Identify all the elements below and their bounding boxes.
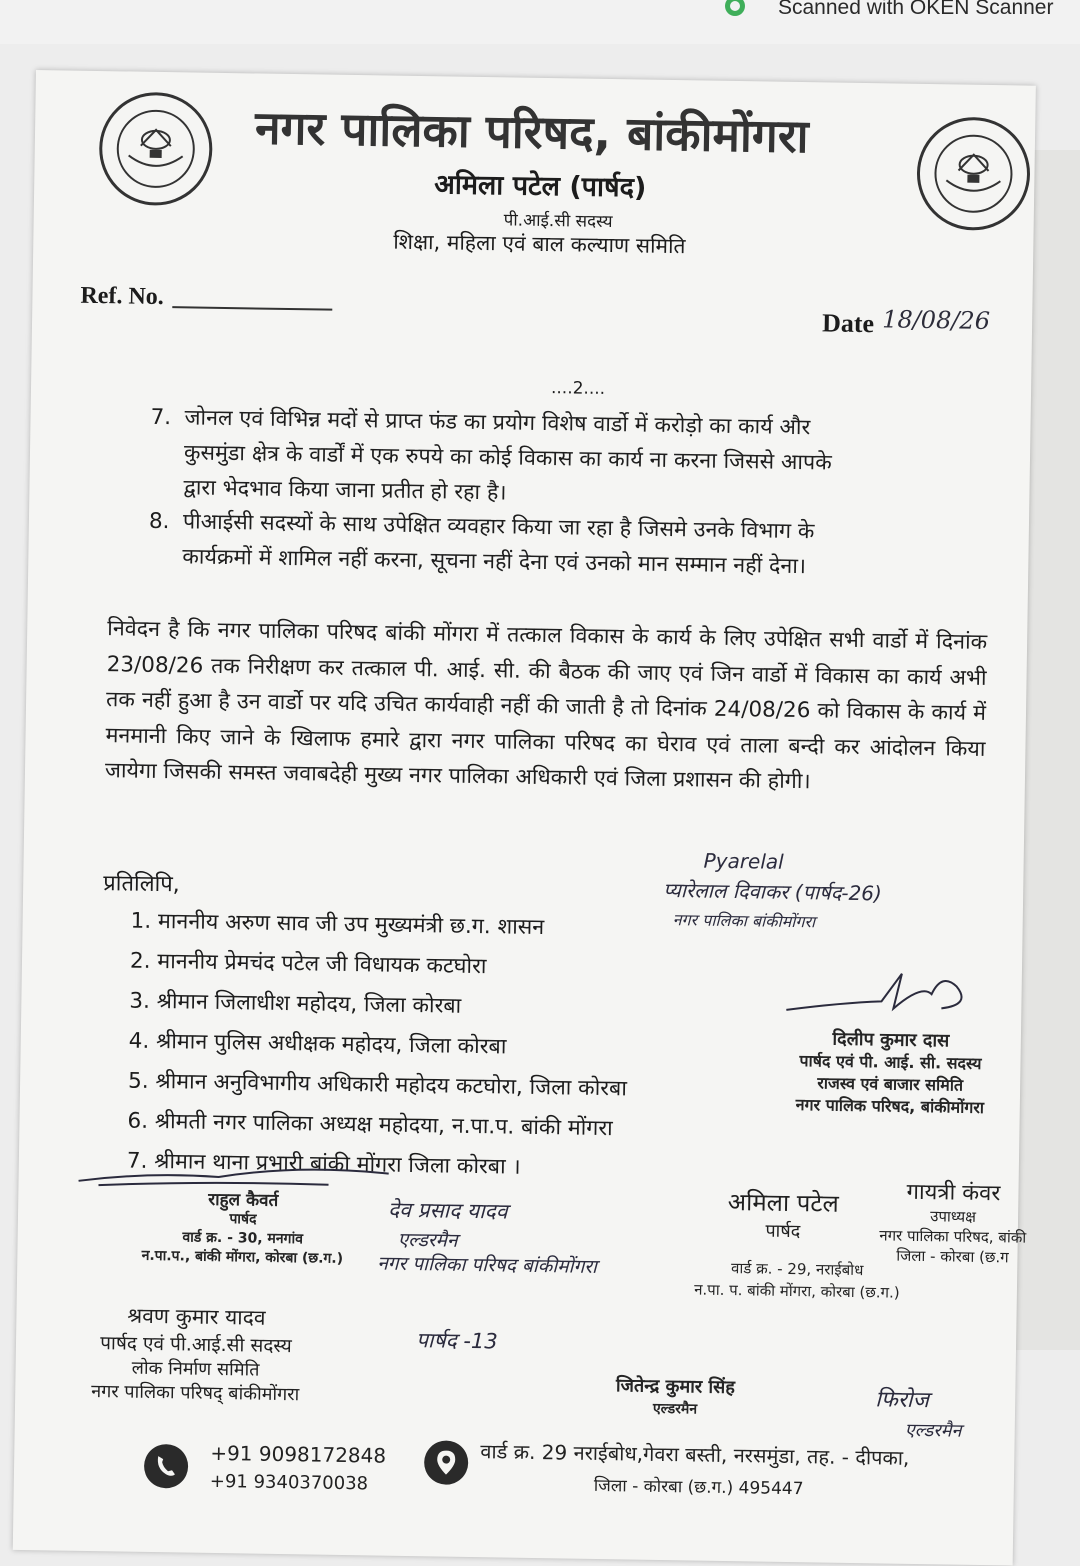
copy-item: 7. श्रीमान थाना प्रभारी बांकी मोंगरा जिला कोरबा ।: [126, 1148, 521, 1180]
stamp-line: राजस्व एवं बाजार समिति: [817, 1073, 964, 1095]
copy-item: 6. श्रीमती नगर पालिका अध्यक्ष महोदया, न.पा.प. बांकी मोंगरा: [127, 1108, 613, 1142]
address-line-1: वार्ड क्र. 29 नराईबोध,गेवरा बस्ती, नरसमुंडा, तह. - दीपका,: [480, 1439, 910, 1470]
stamp-line: नगर पालिक परिषद, बांकीमोंगरा: [795, 1095, 985, 1118]
gayatri-stamp: [877, 1175, 1028, 1267]
stamp-line: न.पा.प., बांकी मोंगरा, कोरबा (छ.ग.): [141, 1247, 344, 1267]
address-line-2: जिला - कोरबा (छ.ग.) 495447: [593, 1475, 804, 1500]
stamp-line: नगर पालिका परिषद, बांकी: [879, 1226, 1027, 1247]
rahul-signature: [68, 1151, 399, 1196]
stamp-line: पार्षद एवं पी.आई.सी सदस्य: [100, 1332, 292, 1358]
jitendra-stamp: [575, 1375, 776, 1422]
stamp-line: नगर पालिका परिषद् बांकीमोंगरा: [91, 1381, 300, 1406]
phone-1: +91 9098172848: [210, 1440, 387, 1468]
point-7: [149, 400, 981, 518]
date-value: 18/08/26: [881, 305, 991, 336]
letterhead-title: नगर पालिका परिषद, बांकीमोंगरा: [254, 100, 809, 164]
scanner-brand-text: Scanned with OKEN Scanner: [778, 0, 1054, 19]
point-8: [148, 504, 979, 587]
dev-name: देव प्रसाद यादव: [387, 1197, 508, 1224]
stamp-name: दिलीप कुमार दास: [832, 1028, 950, 1052]
oken-scanner-logo-icon: [722, 0, 748, 20]
letterhead-role: पी.आई.सी सदस्य: [503, 210, 613, 233]
stamp-line: एल्डरमैन: [652, 1400, 698, 1418]
stamp-line: पार्षद एवं पी. आई. सी. सदस्य: [799, 1051, 982, 1073]
letterhead-name: अमिला पटेल (पार्षद): [434, 169, 647, 204]
copy-item: 3. श्रीमान जिलाधीश महोदय, जिला कोरबा: [129, 988, 462, 1019]
stamp-name: राहुल कैवर्त: [208, 1189, 279, 1211]
parshad-13-note: पार्षद -13: [415, 1328, 498, 1354]
stamp-line: लोक निर्माण समिति: [131, 1357, 260, 1381]
pyarelal-org: नगर पालिका बांकीमोंगरा: [672, 910, 816, 932]
dev-role: एल्डरमैन: [397, 1228, 458, 1252]
scanner-bar: [0, 0, 1080, 44]
location-pin-icon: [424, 1440, 469, 1485]
municipal-seal-icon: [96, 89, 216, 209]
stamp-line: वार्ड क्र. - 30, मनगांव: [182, 1229, 304, 1248]
stamp-line: पार्षद: [229, 1211, 257, 1228]
dilip-signature: [781, 962, 982, 1025]
stamp-line: जिला - कोरबा (छ.ग: [896, 1246, 1009, 1267]
point-line: पीआईसी सदस्यों के साथ उपेक्षित व्यवहार किया जा रहा है जिसमे उनके विभाग के: [182, 509, 815, 545]
point-line: जोनल एवं विभिन्न मदों से प्राप्त फंड का प्रयोग विशेष वार्डो में करोड़ो का कार्य और: [184, 405, 811, 441]
date-label: Date: [821, 308, 875, 339]
dev-org: नगर पालिका परिषद बांकीमोंगरा: [377, 1252, 598, 1278]
copy-item: 5. श्रीमान अनुविभागीय अधिकारी महोदय कटघोरा, जिला कोरबा: [127, 1068, 628, 1102]
request-paragraph: निवेदन है कि नगर पालिका परिषद बांकी मोंगरा में तत्काल विकास के कार्य के लिए उपेक्षित सभी वार्डो में दिनांक 23/08/26 तक निरीक्षण कर तत्काल पी. आई. सी. की बैठक की जाए एवं जिन वार्डो में विकास का कार्य अभी तक नहीं हुआ है उन वार्डो पर यदि उचित कार्यवाही नहीं की जाती है तो दिनांक 24/08/26 को विकास के कार्य में मनमानी किए जाने के खिलाफ हमारे द्वारा नगर पालिका परिषद का घेराव एवं ताला बन्दी कर आंदोलन किया जायेगा जिसकी समस्त जवाबदेही मुख्य नगर पालिका अधिकारी एवं जिला प्रशासन की होगी।: [104, 616, 988, 795]
letterhead-committee: शिक्षा, महिला एवं बाल कल्याण समिति: [393, 229, 686, 259]
stamp-name: जितेन्द्र कुमार सिंह: [615, 1375, 736, 1399]
dilip-stamp: [780, 1028, 1001, 1119]
stamp-line: उपाध्यक्ष: [930, 1207, 977, 1226]
page-marker: ....2....: [550, 378, 606, 399]
point-number: 7.: [150, 404, 172, 431]
stamp-name: गायत्री कंवर: [906, 1179, 1001, 1207]
stamp-line: पार्षद: [765, 1220, 801, 1243]
pyarelal-name: प्यारेलाल दिवाकर (पार्षद-26): [663, 877, 883, 906]
ref-label: Ref. No.: [80, 282, 164, 311]
firoz-role: एल्डरमैन: [904, 1419, 962, 1442]
amila-stamp: [708, 1185, 859, 1244]
copy-item: 4. श्रीमान पुलिस अधीक्षक महोदय, जिला कोरबा: [128, 1028, 507, 1060]
point-number: 8.: [148, 508, 170, 535]
rahul-stamp: [137, 1190, 348, 1269]
phone-2: +91 9340370038: [209, 1470, 369, 1495]
ref-underline: [172, 306, 332, 311]
shravan-stamp: [65, 1301, 327, 1407]
firoz-name: फिरोज: [875, 1387, 930, 1414]
point-line: कार्यक्रमों में शामिल नहीं करना, सूचना नहीं देना एवं उनको मान सम्मान नहीं देना।: [182, 544, 807, 580]
copy-label: प्रतिलिपि,: [103, 871, 180, 898]
pyarelal-signature: Pyarelal: [703, 848, 784, 874]
copy-item: 2. माननीय प्रेमचंद पटेल जी विधायक कटघोरा: [129, 948, 487, 980]
copy-item: 1. माननीय अरुण साव जी उप मुख्यमंत्री छ.ग. शासन: [130, 908, 545, 941]
letter-page: [13, 70, 1036, 1566]
municipal-seal-icon: [914, 114, 1034, 234]
copy-list: [127, 902, 630, 1190]
stamp-name: अमिला पटेल: [727, 1188, 840, 1218]
point-line: कुसमुंडा क्षेत्र के वार्डों में एक रुपये का कोई विकास का कार्य ना करना जिससे आपके: [183, 440, 832, 476]
stamp-line: न.पा. प. बांकी मोंगरा, कोरबा (छ.ग.): [694, 1280, 900, 1302]
phone-icon: [144, 1444, 189, 1489]
stamp-name: श्रवण कुमार यादव: [127, 1303, 266, 1330]
point-line: द्वारा भेदभाव किया जाना प्रतीत हो रहा है।: [183, 475, 507, 506]
stamp-line: वार्ड क्र. - 29, नराईबोध: [730, 1259, 864, 1280]
